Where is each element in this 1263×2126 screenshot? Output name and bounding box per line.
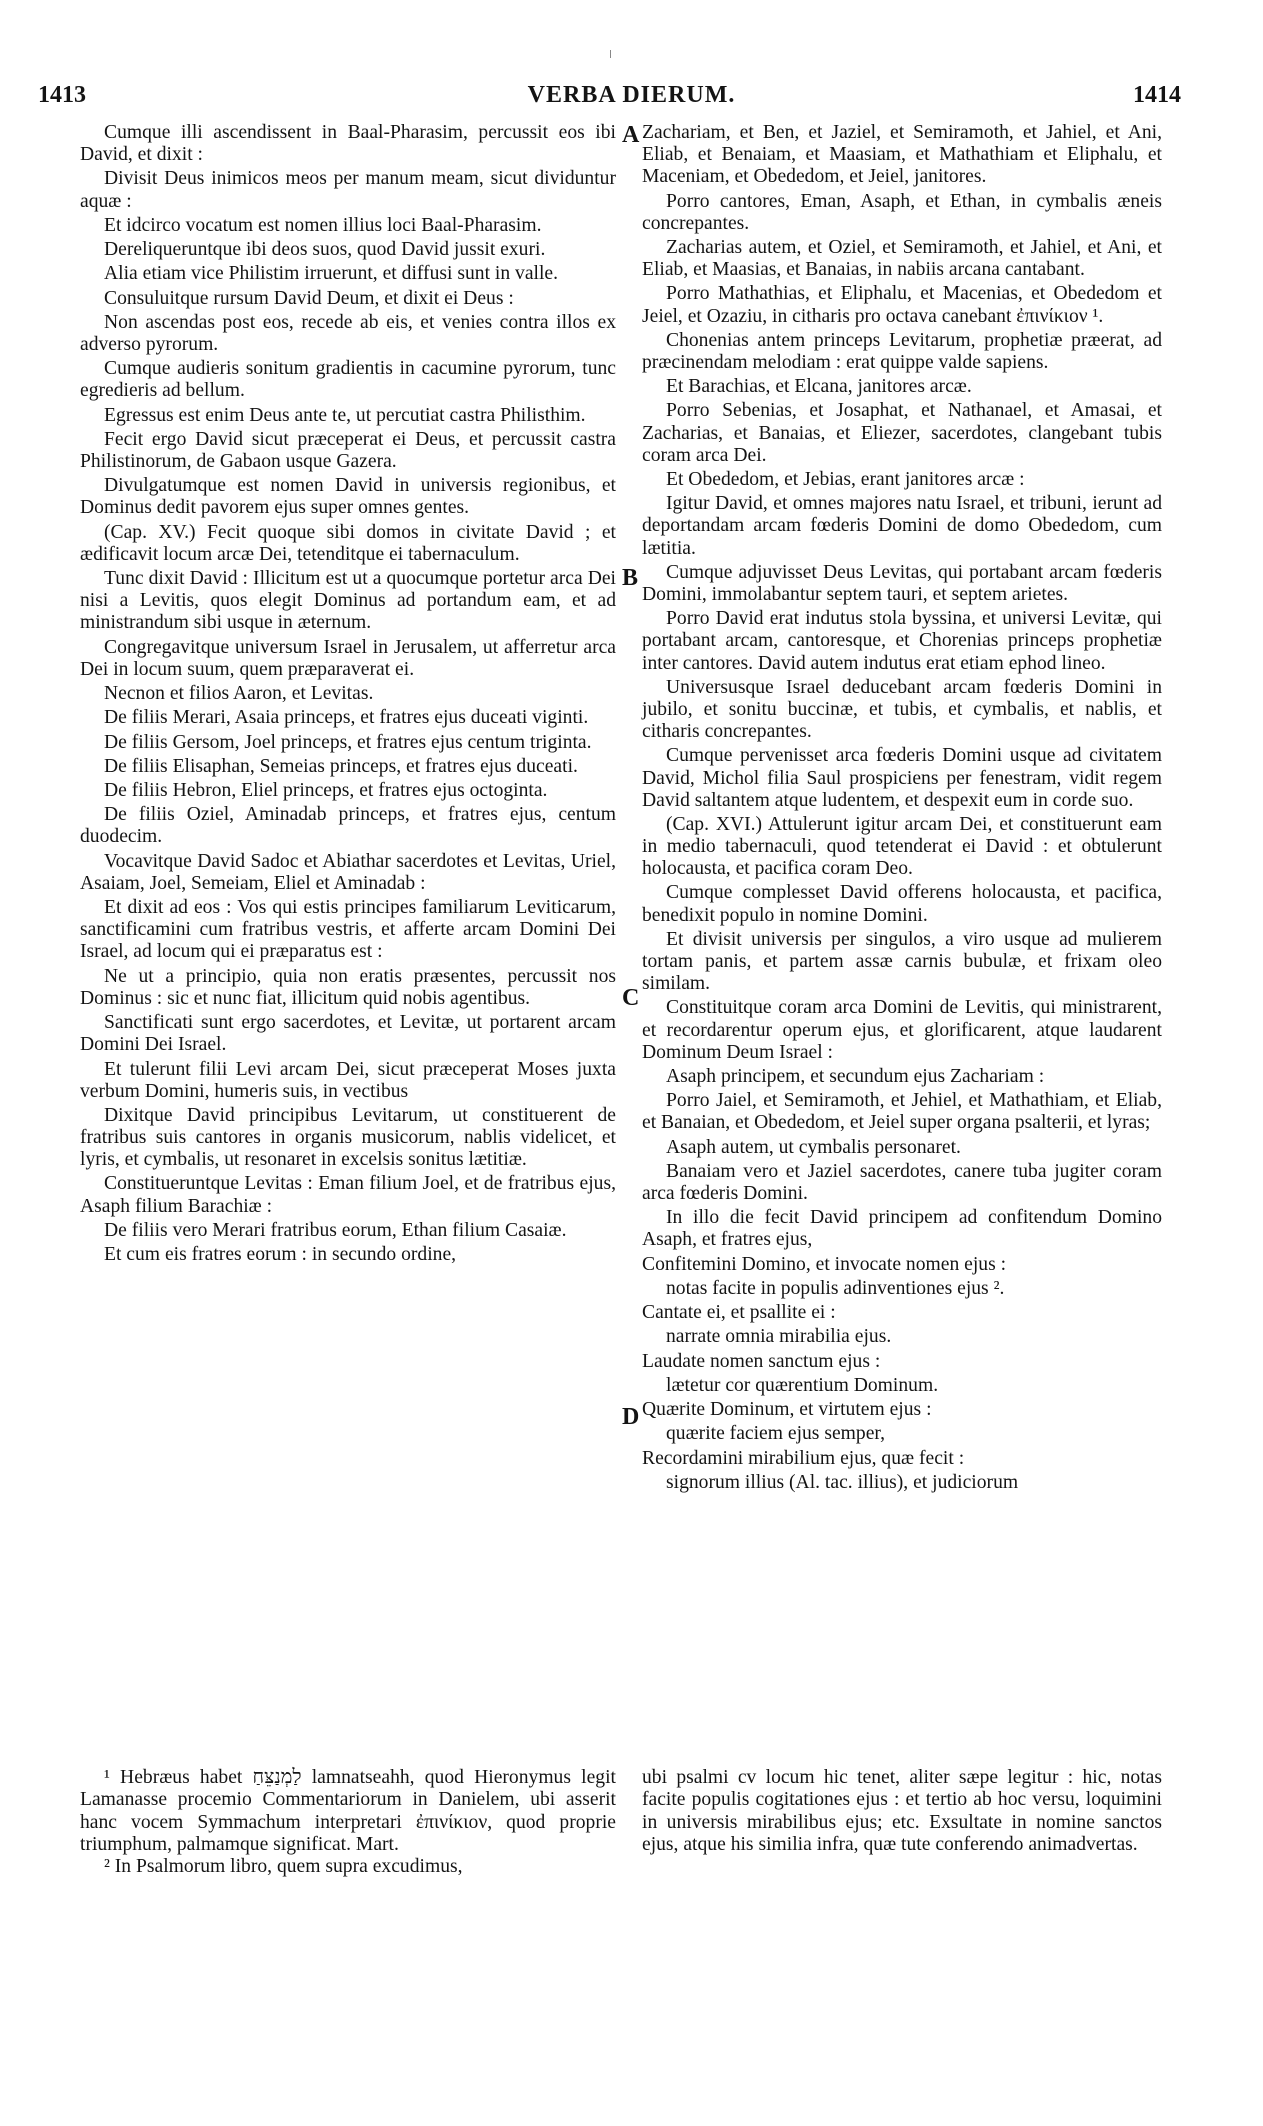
verse-paragraph: Vocavitque David Sadoc et Abiathar sacerdotes et Levitas, Uriel, Asaiam, Joel, Semeiam, Eliel et Aminadab :: [80, 850, 616, 894]
verse-paragraph: De filiis Elisaphan, Semeias princeps, et fratres ejus duceati.: [104, 755, 578, 777]
verse-paragraph: Et cum eis fratres eorum : in secundo ordine,: [104, 1244, 457, 1266]
verse-paragraph: De filiis vero Merari fratribus eorum, Ethan filium Casaiæ.: [104, 1219, 567, 1241]
verse-paragraph: Cumque audieris sonitum gradientis in cacumine pyrorum, tunc egredieris ad bellum.: [80, 358, 616, 402]
verse-paragraph: Zacharias autem, et Oziel, et Semiramoth, et Jahiel, et Ani, et Eliab, et Maasias, et Banaias, in nabiis arcana cantabant.: [642, 236, 1162, 281]
verse-paragraph: Non ascendas post eos, recede ab eis, et venies contra illos ex adverso pyrorum.: [80, 311, 616, 355]
verse-paragraph: Egressus est enim Deus ante te, ut percutiat castra Philisthim.: [104, 404, 586, 426]
verse-paragraph: Banaiam vero et Jaziel sacerdotes, canere tuba jugiter coram arca fœderis Domini.: [642, 1160, 1162, 1205]
verse-paragraph: Divulgatumque est nomen David in universis regionibus, et Dominus dedit pavorem ejus super omnes gentes.: [80, 475, 616, 519]
margin-letter-c: C: [622, 985, 640, 1011]
verse-paragraph: Sanctificati sunt ergo sacerdotes, et Levitæ, ut portarent arcam Domini Dei Israel.: [80, 1012, 616, 1056]
verse-paragraph: (Cap. XV.) Fecit quoque sibi domos in civitate David ; et ædificavit locum arcæ Dei, tetenditque ei tabernaculum.: [80, 521, 616, 565]
verse-paragraph: Laudate nomen sanctum ejus :: [642, 1350, 881, 1372]
verse-paragraph: Consuluitque rursum David Deum, et dixit ei Deus :: [104, 287, 514, 309]
top-tick-mark: [610, 50, 611, 58]
margin-letter-d: D: [622, 1404, 640, 1430]
verse-paragraph: Quærite Dominum, et virtutem ejus :: [642, 1399, 932, 1421]
right-text-column: [642, 122, 1162, 1496]
verse-paragraph: Dereliqueruntque ibi deos suos, quod David jussit exuri.: [104, 239, 546, 261]
verse-paragraph: narrate omnia mirabilia ejus.: [666, 1326, 892, 1348]
verse-paragraph: Porro Mathathias, et Eliphalu, et Macenias, et Obededom et Jeiel, et Ozaziu, in citharis pro octava canebant ἐπινίκιον ¹.: [642, 283, 1162, 327]
verse-paragraph: Dixitque David principibus Levitarum, ut constituerent de fratribus suis cantores in organis musicorum, nablis videlicet, et lyris, et cymbalis, ut resonaret in excelsis sonitus lætitiæ.: [80, 1104, 616, 1171]
verse-paragraph: lætetur cor quærentium Dominum.: [666, 1374, 939, 1396]
running-header: [0, 82, 1263, 112]
verse-paragraph: Chonenias antem princeps Levitarum, prophetiæ præerat, ad præcinendam melodiam : erat quippe valde sapiens.: [642, 329, 1162, 373]
verse-paragraph: Et Barachias, et Elcana, janitores arcæ.: [666, 376, 972, 398]
footnotes-left: [80, 1767, 616, 1878]
verse-paragraph: notas facite in populis adinventiones ejus ².: [666, 1277, 1005, 1299]
verse-paragraph: Et divisit universis per singulos, a viro usque ad mulierem tortam panis, et partem assæ carnis bubulæ, et frixam oleo similam.: [642, 928, 1162, 995]
verse-paragraph: Porro David erat indutus stola byssina, et universi Levitæ, qui portabant arcam, cantoresque, et Chorenias princeps prophetiæ inter cantores. David autem indutus erat etiam ephod lineo.: [642, 608, 1162, 674]
verse-paragraph: Universusque Israel deducebant arcam fœderis Domini in jubilo, et sonitu buccinæ, et tubis, et cymbalis, et nablis, et citharis concrepantes.: [642, 676, 1162, 743]
verse-paragraph: De filiis Gersom, Joel princeps, et fratres ejus centum triginta.: [104, 731, 592, 753]
footnote: ² In Psalmorum libro, quem supra excudimus,: [104, 1856, 463, 1878]
verse-paragraph: Ne ut a principio, quia non eratis præsentes, percussit nos Dominus : sic et nunc fiat, illicitum quid nobis agentibus.: [80, 965, 616, 1009]
verse-paragraph: Porro Jaiel, et Semiramoth, et Jehiel, et Mathathiam, et Eliab, et Banaian, et Obededom, et Jeiel super organa psalterii, et lyras;: [642, 1090, 1162, 1134]
verse-paragraph: Confitemini Domino, et invocate nomen ejus :: [642, 1253, 1007, 1275]
verse-paragraph: Constitueruntque Levitas : Eman filium Joel, et de fratribus ejus, Asaph filium Barachiæ :: [80, 1173, 616, 1217]
verse-paragraph: Asaph principem, et secundum ejus Zachariam :: [666, 1066, 1045, 1087]
verse-paragraph: signorum illius (Al. tac. illius), et judiciorum: [666, 1471, 1019, 1493]
verse-paragraph: De filiis Oziel, Aminadab princeps, et fratres ejus, centum duodecim.: [80, 804, 616, 848]
verse-paragraph: Et idcirco vocatum est nomen illius loci Baal-Pharasim.: [104, 214, 542, 236]
footnote: ubi psalmi cv locum hic tenet, aliter sæpe legitur : hic, notas facite populis cogitationes ejus : et tertio ab hoc versu, loquimini in universis mirabilibus ejus; etc. Exsultate in nomine sanctos ejus, atque his similia infra, quæ tute conferendo animadvertas.: [642, 1767, 1162, 1855]
verse-paragraph: Igitur David, et omnes majores natu Israel, et tribuni, ierunt ad deportandam arcam fœderis Domini de domo Obededom, cum lætitia.: [642, 493, 1162, 559]
footnotes-right: [642, 1767, 1162, 1856]
verse-paragraph: Cantate ei, et psallite ei :: [642, 1302, 836, 1324]
margin-letter-b: B: [622, 565, 639, 591]
verse-paragraph: Et Obededom, et Jebias, erant janitores arcæ :: [666, 469, 1025, 490]
verse-paragraph: De filiis Hebron, Eliel princeps, et fratres ejus octoginta.: [104, 780, 548, 802]
verse-paragraph: Porro Sebenias, et Josaphat, et Nathanael, et Amasai, et Zacharias, et Banaias, et Eliezer, sacerdotes, clangebant tubis coram arca Dei.: [642, 400, 1162, 466]
margin-letter-a: A: [622, 122, 640, 148]
verse-paragraph: Necnon et filios Aaron, et Levitas.: [104, 683, 374, 705]
verse-paragraph: Porro cantores, Eman, Asaph, et Ethan, in cymbalis æneis concrepantes.: [642, 190, 1162, 234]
verse-paragraph: Et dixit ad eos : Vos qui estis principes familiarum Leviticarum, sanctificamini cum fratribus vestris, et afferte arcam Domini Dei Israel, ad locum qui ei præparatus est :: [80, 897, 616, 963]
verse-paragraph: (Cap. XVI.) Attulerunt igitur arcam Dei, et constituerunt eam in medio tabernaculi, quod tetenderat ei David : et obtulerunt holocausta, et pacifica coram Deo.: [642, 813, 1162, 880]
page-number-left: 1413: [38, 82, 86, 108]
running-title: VERBA DIERUM.: [527, 82, 736, 108]
verse-paragraph: Fecit ergo David sicut præceperat ei Deus, et percussit castra Philistinorum, de Gabaon usque Gazera.: [80, 428, 616, 473]
left-text-column: [80, 122, 616, 1268]
verse-paragraph: Congregavitque universum Israel in Jerusalem, ut afferretur arca Dei in locum suum, quem præparaverat ei.: [80, 636, 616, 680]
verse-paragraph: Alia etiam vice Philistim irruerunt, et diffusi sunt in valle.: [104, 263, 559, 285]
verse-paragraph: Tunc dixit David : Illicitum est ut a quocumque portetur arca Dei nisi a Levitis, quos elegit Dominus ad portandum eam, et ad ministrandum sibi usque in æternum.: [80, 568, 616, 634]
verse-paragraph: Divisit Deus inimicos meos per manum meam, sicut dividuntur aquæ :: [80, 168, 616, 212]
verse-paragraph: Cumque pervenisset arca fœderis Domini usque ad civitatem David, Michol filia Saul prospiciens per fenestram, vidit regem David saltantem atque ludentem, et despexit eum in corde suo.: [642, 745, 1162, 811]
verse-paragraph: Asaph autem, ut cymbalis personaret.: [666, 1136, 961, 1158]
verse-paragraph: Cumque adjuvisset Deus Levitas, qui portabant arcam fœderis Domini, immolabantur septem tauri, et septem arietes.: [642, 561, 1162, 605]
verse-paragraph: Et tulerunt filii Levi arcam Dei, sicut præceperat Moses juxta verbum Domini, humeris suis, in vectibus: [80, 1058, 616, 1102]
verse-paragraph: Cumque complesset David offerens holocausta, et pacifica, benedixit populo in nomine Domini.: [642, 882, 1162, 926]
verse-paragraph: In illo die fecit David principem ad confitendum Domino Asaph, et fratres ejus,: [642, 1207, 1162, 1251]
footnote: ¹ Hebræus habet לַמְנַצֵּחַ lamnatseahh, quod Hieronymus legit Lamanasse procemio Commentariorum in Danielem, ubi asserit hanc vocem Symmachum interpretari ἐπινίκιον, quod proprie triumphum, palmamque significat. Mart.: [80, 1767, 616, 1855]
verse-paragraph: Cumque illi ascendissent in Baal-Pharasim, percussit eos ibi David, et dixit :: [80, 122, 616, 166]
verse-paragraph: De filiis Merari, Asaia princeps, et fratres ejus duceati viginti.: [104, 707, 589, 729]
verse-paragraph: Zachariam, et Ben, et Jaziel, et Semiramoth, et Jahiel, et Ani, Eliab, et Benaiam, et Maasiam, et Mathathiam et Eliphalu, et Maceniam, et Obededom, et Jeiel, janitores.: [642, 122, 1162, 188]
verse-paragraph: quærite faciem ejus semper,: [666, 1423, 886, 1445]
verse-paragraph: Recordamini mirabilium ejus, quæ fecit :: [642, 1447, 965, 1469]
page-number-right: 1414: [1133, 82, 1181, 108]
verse-paragraph: Constituitque coram arca Domini de Levitis, qui ministrarent, et recordarentur operum ejus, et glorificarent, atque laudarent Dominum Deum Israel :: [642, 997, 1162, 1063]
